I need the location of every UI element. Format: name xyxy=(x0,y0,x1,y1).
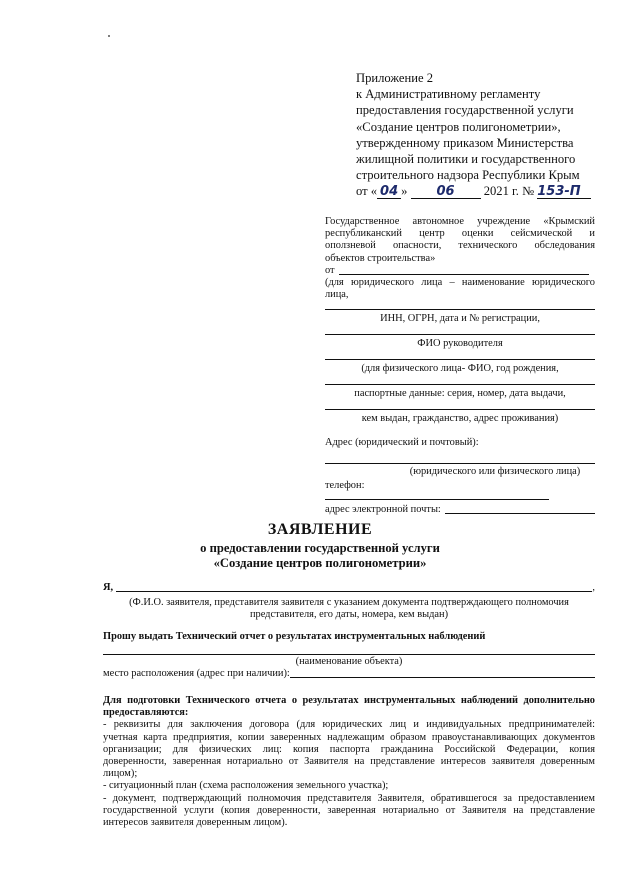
date-day: 04 xyxy=(377,185,401,199)
address-label: Адрес (юридический и почтовый): xyxy=(325,437,479,449)
appendix-line: Приложение 2 xyxy=(356,71,434,85)
order-number: 153-П xyxy=(537,185,591,199)
documents-item-line: доверенности, заверенная нотариально от Заявителя на представление интересов заявителя доверенным xyxy=(103,756,595,768)
applicant-end: , xyxy=(592,582,595,593)
statement-subtitle: «Создание центров полигонометрии» xyxy=(213,556,427,570)
email-input-line[interactable] xyxy=(445,512,595,514)
documents-item-line: - документ, подтверждающий полномочия представителя Заявителя, обратившегося за предоставлением xyxy=(103,792,595,804)
object-caption: (наименование объекта) xyxy=(295,656,403,667)
addressee-line: Государственное автономное учреждение «Крымский xyxy=(325,216,595,227)
documents-item-line: лицом); xyxy=(103,768,138,780)
appendix-line: строительного надзора Республики Крым xyxy=(356,168,580,183)
documents-section xyxy=(103,695,595,829)
address-input-line[interactable] xyxy=(325,462,595,464)
phone-label: телефон: xyxy=(325,479,365,491)
appendix-line: «Создание центров полигонометрии», xyxy=(356,119,561,134)
appendix-block xyxy=(356,70,606,200)
input-line[interactable] xyxy=(325,308,595,310)
address-caption: (юридического или физического лица) xyxy=(409,465,581,477)
location-label: место расположения (адрес при наличии): xyxy=(103,668,290,679)
physical-caption: (для физического лица- ФИО, год рождения, xyxy=(361,363,559,375)
input-line[interactable] xyxy=(325,358,595,360)
appendix-date xyxy=(356,183,606,199)
issued-caption: кем выдан, гражданство, адрес проживания) xyxy=(361,413,559,425)
input-line[interactable] xyxy=(325,408,595,410)
phone-input-line[interactable] xyxy=(325,498,549,500)
date-year: 2021 г. № xyxy=(483,184,535,199)
inn-caption: ИНН, ОГРН, дата и № регистрации, xyxy=(380,313,540,325)
documents-item-line: - реквизиты для заключения договора (для юридических лиц и индивидуальных предпринимателей: xyxy=(103,719,595,731)
applicant-row xyxy=(103,582,595,594)
date-month: 06 xyxy=(411,185,481,199)
documents-item-line: - ситуационный план (схема расположения земельного участка); xyxy=(103,780,389,792)
documents-heading: Для подготовки Технического отчета о результатах инструментальных наблюдений дополнительно xyxy=(103,695,595,706)
documents-item-line: организации; для физических лиц: копия паспорта гражданина Российской Федерации, копия xyxy=(103,743,595,755)
appendix-line: утвержденному приказом Министерства xyxy=(356,135,574,150)
applicant-input-line[interactable] xyxy=(116,590,592,592)
location-input-line[interactable] xyxy=(290,676,595,678)
director-caption: ФИО руководителя xyxy=(417,338,503,350)
email-row xyxy=(325,504,595,516)
object-input-line[interactable] xyxy=(103,653,595,655)
statement-subtitle: о предоставлении государственной услуги xyxy=(200,541,440,555)
applicant-label: Я, xyxy=(103,582,114,593)
appendix-line: жилищной политики и государственного xyxy=(356,152,576,167)
request-text: Прошу выдать Технический отчет о результатах инструментальных наблюдений xyxy=(103,631,486,642)
addressee-line: объектов строительства» xyxy=(325,252,436,264)
appendix-line: к Административному регламенту xyxy=(356,87,541,102)
date-prefix: от « xyxy=(356,184,378,199)
from-input-line[interactable] xyxy=(339,273,589,275)
documents-heading: предоставляются: xyxy=(103,707,189,719)
input-line[interactable] xyxy=(325,383,595,385)
from-label: от xyxy=(325,264,335,276)
documents-item-line: государственной услуги (копия доверенности, заверенная нотариально от Заявителя на представление xyxy=(103,804,595,816)
legal-caption: лица, xyxy=(325,289,349,301)
documents-item-line: интересов заявителя доверенным лицом). xyxy=(103,817,288,829)
email-label: адрес электронной почты: xyxy=(325,503,441,515)
from-row xyxy=(325,265,595,277)
date-day-close: » xyxy=(401,184,408,199)
addressee-line: республиканский центр оценки сейсмической и xyxy=(325,228,595,240)
scan-speck xyxy=(108,35,110,37)
applicant-caption: представителя, его даты, номера, кем выдан) xyxy=(249,609,449,620)
input-line[interactable] xyxy=(325,333,595,335)
appendix-line: предоставления государственной услуги xyxy=(356,103,574,118)
addressee-line: оползневой опасности, технического обследования xyxy=(325,240,595,252)
location-row xyxy=(103,668,595,680)
statement-title: ЗАЯВЛЕНИЕ xyxy=(267,521,373,538)
applicant-caption: (Ф.И.О. заявителя, представителя заявителя с указанием документа подтверждающего полномочия xyxy=(129,597,569,608)
legal-caption: (для юридического лица – наименование юридического xyxy=(325,277,595,289)
addressee-block xyxy=(325,216,595,516)
documents-item-line: учетная карта предприятия, копии заверенных надлежащим образом правоустанавливающих документов xyxy=(103,731,595,743)
passport-caption: паспортные данные: серия, номер, дата выдачи, xyxy=(354,388,566,400)
